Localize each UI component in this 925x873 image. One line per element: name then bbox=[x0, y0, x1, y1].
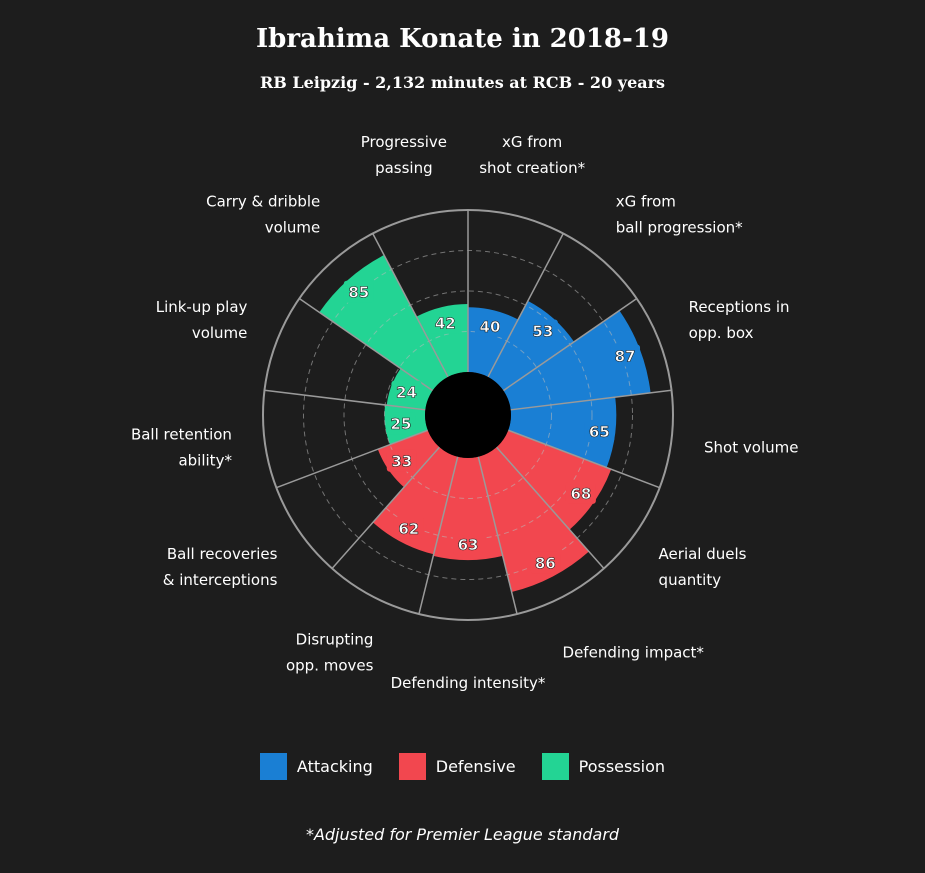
category-label-line: opp. moves bbox=[285, 656, 374, 675]
data-label-4: 68 bbox=[570, 484, 592, 503]
category-label-line: quantity bbox=[658, 571, 722, 590]
data-label-5: 86 bbox=[534, 554, 556, 573]
category-label-12 bbox=[361, 133, 447, 177]
category-label-line: ability* bbox=[178, 451, 232, 470]
category-label-line: Receptions in bbox=[688, 297, 790, 316]
category-label-line: Shot volume bbox=[704, 438, 799, 457]
category-label-10 bbox=[156, 298, 248, 342]
category-label-line: ball progression* bbox=[615, 218, 743, 237]
legend-swatch-defensive bbox=[399, 753, 426, 780]
category-label-6 bbox=[391, 674, 546, 692]
category-label-3 bbox=[704, 438, 798, 456]
category-label-2 bbox=[689, 298, 790, 342]
category-label-11 bbox=[206, 192, 320, 236]
category-label-0 bbox=[479, 133, 585, 177]
category-label-line: passing bbox=[375, 158, 433, 177]
data-label-7: 62 bbox=[398, 519, 420, 538]
category-label-line: Progressive bbox=[360, 132, 448, 151]
category-label-8 bbox=[163, 545, 278, 589]
data-label-11: 85 bbox=[348, 283, 370, 302]
chart-subtitle: RB Leipzig - 2,132 minutes at RCB - 20 years bbox=[259, 73, 666, 92]
category-label-line: volume bbox=[191, 323, 248, 342]
legend-item-attacking bbox=[260, 753, 373, 780]
legend bbox=[0, 753, 925, 780]
legend-item-defensive bbox=[399, 753, 516, 780]
data-label-8: 33 bbox=[391, 452, 413, 471]
data-label-1: 53 bbox=[532, 322, 554, 341]
category-label-line: & interceptions bbox=[162, 571, 278, 590]
category-label-line: Ball retention bbox=[130, 425, 232, 444]
chart-title: Ibrahima Konate in 2018-19 bbox=[256, 24, 669, 54]
legend-swatch-possession bbox=[542, 753, 569, 780]
data-label-6: 63 bbox=[457, 536, 479, 555]
category-label-line: xG from bbox=[615, 192, 676, 211]
category-label-line: Defending impact* bbox=[562, 643, 704, 662]
data-label-3: 65 bbox=[588, 422, 610, 441]
footnote: *Adjusted for Premier League standard bbox=[305, 825, 620, 844]
category-label-7 bbox=[286, 630, 374, 674]
data-label-9: 25 bbox=[390, 415, 412, 434]
data-label-10: 24 bbox=[395, 383, 417, 402]
category-label-line: volume bbox=[264, 218, 321, 237]
legend-item-possession bbox=[542, 753, 665, 780]
category-label-line: shot creation* bbox=[479, 158, 586, 177]
category-label-9 bbox=[131, 425, 233, 469]
category-label-line: Defending intensity* bbox=[390, 674, 546, 692]
category-label-line: Carry & dribble bbox=[206, 192, 321, 211]
category-label-5 bbox=[563, 643, 705, 661]
data-label-2: 87 bbox=[614, 347, 636, 366]
category-label-line: Aerial duels bbox=[658, 545, 747, 564]
data-label-0: 40 bbox=[479, 317, 501, 336]
category-label-line: Ball recoveries bbox=[166, 545, 278, 564]
legend-label-attacking: Attacking bbox=[296, 757, 373, 776]
category-label-line: xG from bbox=[502, 132, 563, 151]
category-label-4 bbox=[659, 545, 747, 589]
legend-swatch-attacking bbox=[260, 753, 287, 780]
center-hole bbox=[425, 372, 511, 458]
category-label-line: Disrupting bbox=[295, 630, 374, 649]
legend-label-defensive: Defensive bbox=[435, 757, 516, 776]
category-label-line: opp. box bbox=[688, 323, 754, 342]
data-label-12: 42 bbox=[434, 314, 456, 333]
legend-label-possession: Possession bbox=[578, 757, 666, 776]
category-label-line: Link-up play bbox=[155, 297, 248, 316]
category-label-1 bbox=[616, 192, 743, 236]
